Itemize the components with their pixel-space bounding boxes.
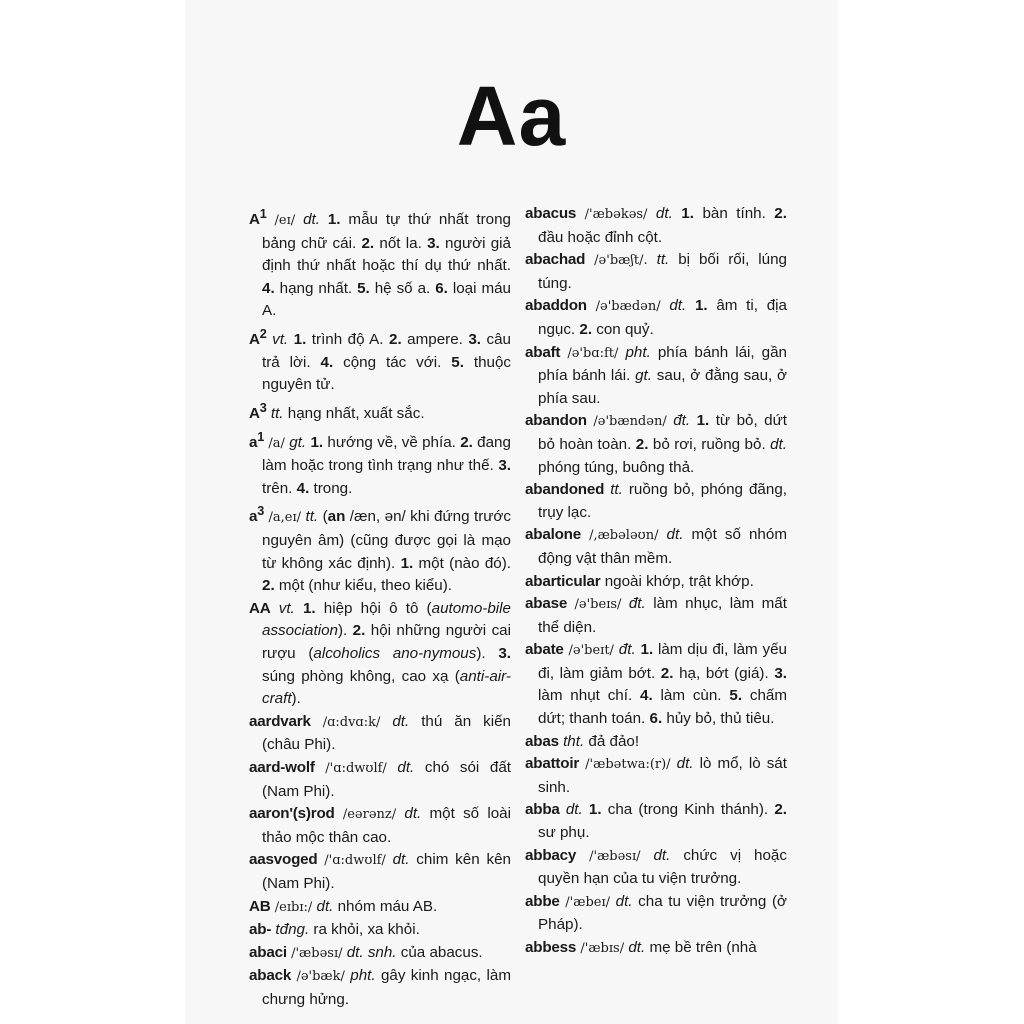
dictionary-entry xyxy=(525,410,787,479)
dictionary-entry xyxy=(249,965,511,1011)
entry-definition: tt. hạng nhất, xuất sắc. xyxy=(270,404,425,422)
section-heading: Aa xyxy=(456,69,567,163)
dictionary-entry xyxy=(525,249,787,295)
entry-definition: dt. 1. cha (trong Kinh thánh). 2. sư phụ. xyxy=(538,801,787,842)
entry-definition: vt. 1. trình độ A. 2. ampere. 3. câu trả lời. 4. cộng tác với. 5. thuộc nguyên tử. xyxy=(262,331,512,394)
entry-headword: AB xyxy=(249,897,271,915)
entry-headword: abattoir xyxy=(525,755,580,773)
dictionary-entry xyxy=(525,295,787,341)
entry-headword: abachad xyxy=(525,251,586,269)
entry-headword: abbe xyxy=(525,892,560,910)
entry-phonetic: /'ɑ:dwʊlf/ xyxy=(325,760,387,776)
entry-headword: abaddon xyxy=(525,297,587,315)
dictionary-entry xyxy=(249,203,511,323)
dictionary-entry xyxy=(249,397,511,426)
entry-definition: tt. ruồng bỏ, phóng đãng, trụy lạc. xyxy=(538,481,787,521)
entry-headword: abate xyxy=(525,641,564,659)
entry-phonetic: /'æbəsɪ/ xyxy=(589,848,641,864)
dictionary-entry xyxy=(249,803,511,849)
dictionary-entry xyxy=(525,799,787,844)
entry-headword: abandon xyxy=(525,412,587,430)
dictionary-entry xyxy=(249,919,511,942)
entry-superscript: 3 xyxy=(259,400,267,415)
entry-headword: A xyxy=(249,404,260,422)
entry-phonetic: /,æbələʊn/ xyxy=(589,528,659,544)
entry-definition: dt. lò mổ, lò sát sinh. xyxy=(538,755,787,796)
entry-definition: dt. 1. mẫu tự thứ nhất trong bảng chữ cái. 2. nốt la. 3. người giả định thứ nhất hoặc thí dụ thứ nhất. 4. hạng nhất. 5. hệ số a. 6. loại máu A. xyxy=(262,211,511,320)
entry-headword: A xyxy=(249,211,260,229)
entry-phonetic: /ə'bæk/ xyxy=(296,969,345,985)
entry-definition: dt. chim kên kên (Nam Phi). xyxy=(262,851,511,892)
entry-headword: aback xyxy=(249,967,292,985)
dictionary-entry xyxy=(525,524,787,570)
entry-definition: tt. (an /æn, ən/ khi đứng trước nguyên âm) (cũng được gọi là mạo từ không xác định). 1. một (nào đó). 2. một (như kiểu, theo kiểu). xyxy=(262,508,511,595)
entry-definition: pht. gây kinh ngạc, làm chưng hửng. xyxy=(262,967,511,1008)
entry-definition: gt. 1. hướng về, về phía. 2. đang làm hoặc trong tình trạng như thế. 3. trên. 4. trong. xyxy=(262,433,511,497)
entry-phonetic: /'æbɪs/ xyxy=(580,941,625,956)
entry-headword: aasvoged xyxy=(249,851,318,869)
dictionary-entry xyxy=(249,598,511,711)
entry-phonetic: /a,eɪ/ xyxy=(268,510,302,526)
dictionary-entry xyxy=(249,942,511,966)
entry-headword: abbess xyxy=(525,939,577,956)
entry-definition: dt. cha tu viện trưởng (ở Pháp). xyxy=(538,892,787,934)
entry-headword: aaron'(s)rod xyxy=(249,805,335,823)
entry-headword: A xyxy=(249,331,260,349)
dictionary-entry xyxy=(525,937,787,961)
entry-definition: ngoài khớp, trật khớp. xyxy=(604,572,754,590)
entry-phonetic: /ə'beɪt/ xyxy=(568,643,614,659)
entry-definition: dt. 1. âm ti, địa ngục. 2. con quỷ. xyxy=(538,297,787,338)
entry-headword: abacus xyxy=(525,205,577,222)
dictionary-entry xyxy=(525,593,787,639)
entry-headword: abas xyxy=(525,732,559,750)
entry-phonetic: /ɑ:dvɑ:k/ xyxy=(322,714,381,730)
entry-definition: dt. snh. của abacus. xyxy=(346,943,483,961)
entry-phonetic: /'æbətwa:(r)/ xyxy=(585,757,671,773)
entry-headword: abandoned xyxy=(525,481,605,499)
entry-phonetic: /a/ xyxy=(268,435,285,451)
entry-definition: dt. mẹ bề trên (nhà xyxy=(628,939,757,956)
entry-headword: abalone xyxy=(525,526,581,544)
entry-phonetic: /'æbəkəs/ xyxy=(584,207,648,222)
entry-phonetic: /eɪ/ xyxy=(274,213,296,229)
entry-definition: dt. một số nhóm động vật thân mềm. xyxy=(538,526,787,567)
entry-definition: dt. một số loài thảo mộc thân cao. xyxy=(262,805,511,846)
entry-headword: abaft xyxy=(525,343,561,361)
entry-headword: abba xyxy=(525,801,560,819)
left-column xyxy=(249,203,511,1012)
dictionary-entry xyxy=(525,891,787,937)
entry-superscript: 2 xyxy=(259,327,267,342)
entry-definition: tt. bị bối rối, lúng túng. xyxy=(538,251,787,292)
dictionary-entry xyxy=(249,500,511,597)
entry-definition: dt. nhóm máu AB. xyxy=(316,897,438,915)
entry-phonetic: /ə'bændən/ xyxy=(593,414,667,430)
entry-phonetic: /eərənz/ xyxy=(342,807,397,823)
entry-definition: tht. đả đảo! xyxy=(563,732,640,750)
entry-headword: a xyxy=(249,433,258,451)
dictionary-entry xyxy=(249,323,511,397)
dictionary-entry xyxy=(249,896,511,920)
entry-headword: abbacy xyxy=(525,846,577,864)
dictionary-entry xyxy=(249,711,511,757)
entry-definition: dt. thú ăn kiến (châu Phi). xyxy=(262,712,511,754)
entry-superscript: 1 xyxy=(259,207,267,221)
dictionary-entry xyxy=(525,342,787,411)
entry-phonetic: /eɪbɪ:/ xyxy=(274,899,313,915)
dictionary-entry xyxy=(525,753,787,799)
right-column xyxy=(525,203,787,961)
entry-headword: abaci xyxy=(249,943,287,961)
entry-phonetic: /'æbəsɪ/ xyxy=(291,945,343,961)
dictionary-entry xyxy=(525,479,787,524)
dictionary-entry xyxy=(249,849,511,895)
entry-phonetic: /'æbeɪ/ xyxy=(565,894,611,910)
entry-definition: vt. 1. hiệp hội ô tô (automo-bile association). 2. hội những người cai rượu (alcoholics ano-nymous). 3. súng phòng không, cao xạ (anti-air-craft). xyxy=(262,599,511,708)
entry-definition: đt. làm nhục, làm mất thể diện. xyxy=(538,595,787,636)
entry-phonetic: /ə'bædən/ xyxy=(595,299,661,315)
entry-phonetic: /ə'bæʃt/. xyxy=(594,253,648,269)
entry-phonetic: /'ɑ:dwʊlf/ xyxy=(324,853,386,869)
entry-superscript: 1 xyxy=(257,429,265,444)
entry-phonetic: /ə'bɑ:ft/ xyxy=(567,345,619,361)
dictionary-entry xyxy=(525,845,787,891)
entry-headword: ab- xyxy=(249,921,272,939)
entry-headword: aard-wolf xyxy=(249,758,315,776)
entry-definition: tđng. ra khỏi, xa khỏi. xyxy=(275,921,420,939)
dictionary-entry xyxy=(249,426,511,501)
dictionary-entry xyxy=(249,757,511,803)
entry-headword: abarticular xyxy=(525,572,601,590)
dictionary-entry xyxy=(525,203,787,249)
entry-headword: aardvark xyxy=(249,712,311,730)
entry-definition: pht. phía bánh lái, gần phía bánh lái. gt. sau, ở đằng sau, ở phía sau. xyxy=(538,343,788,407)
entry-definition: đt. 1. làm dịu đi, làm yếu đi, làm giảm bớt. 2. hạ, bớt (giá). 3. làm nhụt chí. 4. làm cùn. 5. chấm dứt; thanh toán. 6. hủy bỏ, thủ tiêu. xyxy=(538,641,788,728)
dictionary-entry xyxy=(525,731,787,754)
entry-phonetic: /ə'beɪs/ xyxy=(574,597,622,613)
entry-definition: dt. chó sói đất (Nam Phi). xyxy=(262,758,511,800)
entry-superscript: 3 xyxy=(257,504,265,519)
entry-headword: AA xyxy=(249,599,271,617)
entry-headword: abase xyxy=(525,595,568,613)
dictionary-entry xyxy=(525,571,787,594)
entry-headword: a xyxy=(249,508,258,526)
entry-definition: dt. chức vị hoặc quyền hạn của tu viện trưởng. xyxy=(538,846,787,888)
entry-definition: đt. 1. từ bỏ, dứt bỏ hoàn toàn. 2. bỏ rơi, ruồng bỏ. dt. phóng túng, buông thả. xyxy=(538,412,787,476)
entry-definition: dt. 1. bàn tính. 2. đầu hoặc đỉnh cột. xyxy=(538,205,787,246)
dictionary-entry xyxy=(525,639,787,730)
